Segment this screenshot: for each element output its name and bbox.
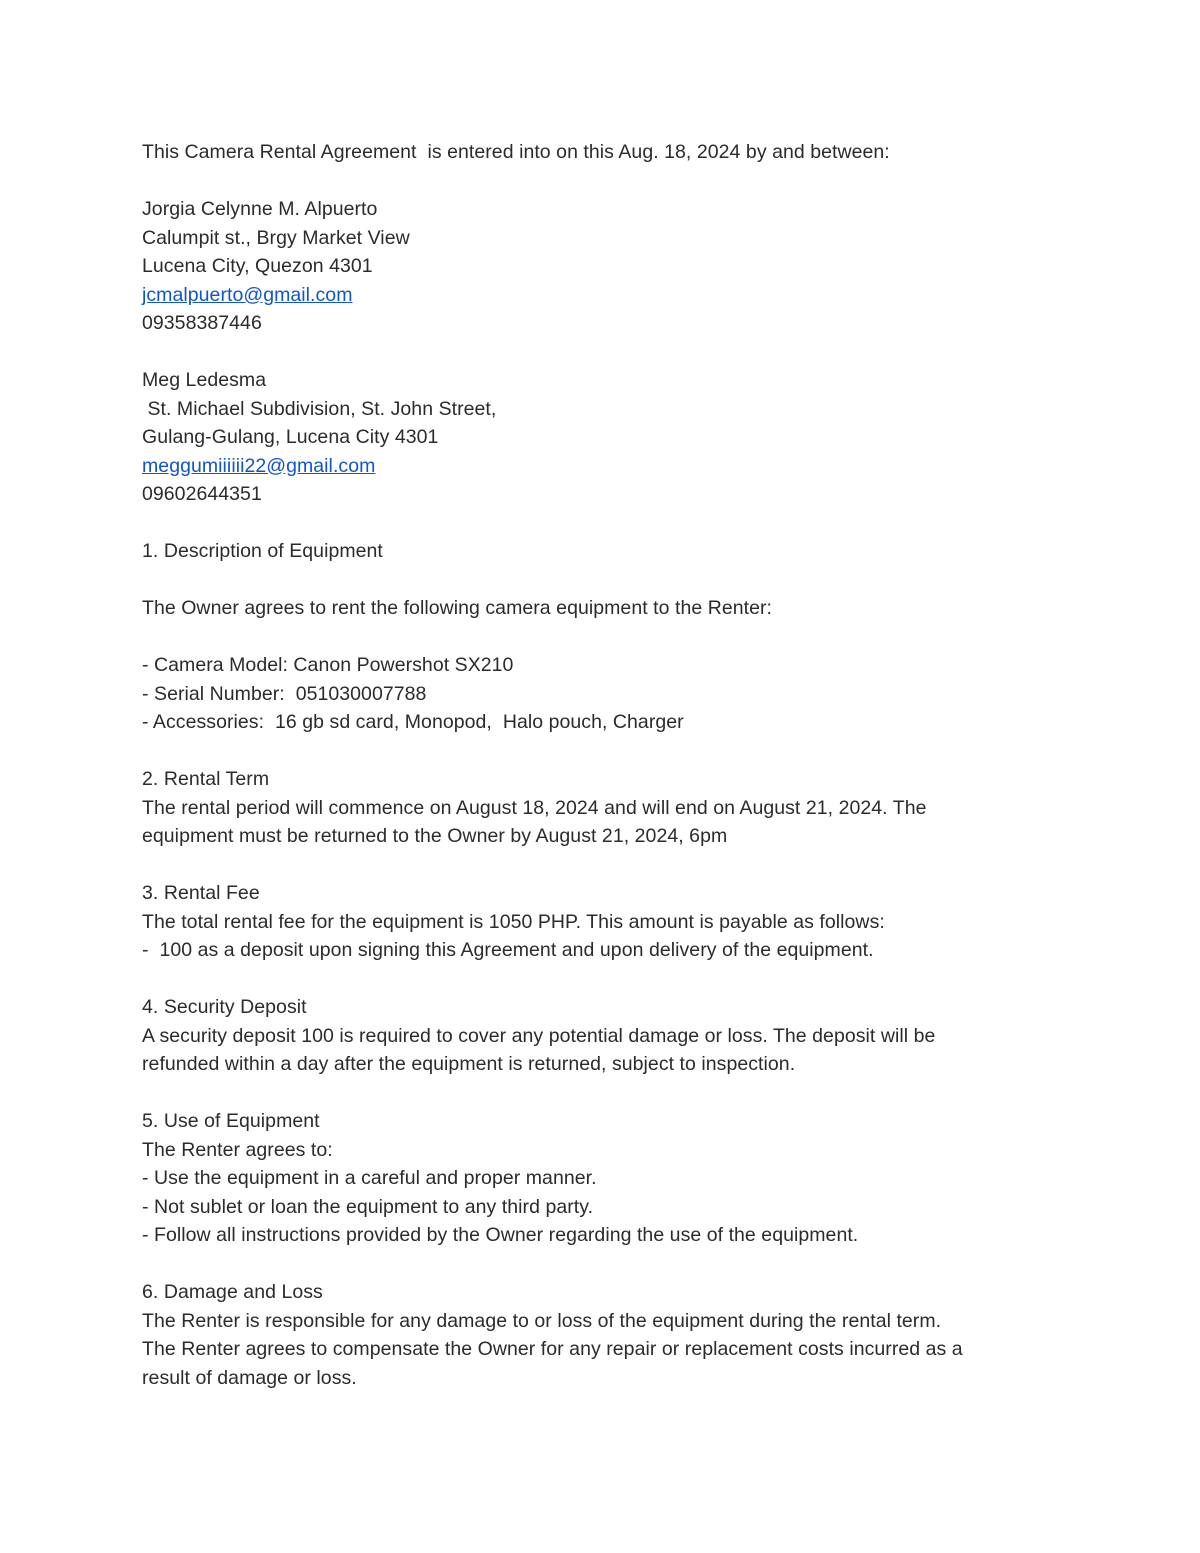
renter-address-line1: St. Michael Subdivision, St. John Street, — [142, 397, 497, 420]
section-heading: 1. Description of Equipment — [142, 540, 383, 562]
spacer — [142, 737, 1062, 766]
section-heading: 5. Use of Equipment — [142, 1110, 320, 1132]
spacer — [142, 167, 1062, 196]
equipment-item: - Camera Model: Canon Powershot SX210 — [142, 654, 514, 676]
section-damage-and-loss — [142, 1278, 1062, 1392]
spacer — [142, 1079, 1062, 1108]
renter-address-line2: Gulang-Gulang, Lucena City 4301 — [142, 426, 439, 448]
intro-paragraph: This Camera Rental Agreement is entered into on this Aug. 18, 2024 by and between: — [142, 141, 890, 163]
section-line: The Renter agrees to: — [142, 1138, 333, 1161]
section-heading: 4. Security Deposit — [142, 996, 307, 1018]
equipment-item: - Accessories: 16 gb sd card, Monopod, Halo pouch, Charger — [142, 711, 684, 733]
section-line: The Renter is responsible for any damage to or loss of the equipment during the rental term. — [142, 1309, 942, 1332]
section-rental-term — [142, 765, 1062, 851]
renter-email-link[interactable]: meggumiiiiii22@gmail.com — [142, 454, 376, 477]
spacer — [142, 566, 1062, 595]
spacer — [142, 623, 1062, 652]
section-heading: 2. Rental Term — [142, 768, 270, 790]
spacer — [142, 965, 1062, 994]
section-text: The Owner agrees to rent the following camera equipment to the Renter: — [142, 597, 773, 619]
spacer — [142, 1250, 1062, 1279]
section-line: result of damage or loss. — [142, 1366, 357, 1389]
owner-block — [142, 195, 1062, 338]
owner-address-line2: Lucena City, Quezon 4301 — [142, 255, 373, 277]
equipment-item: - Serial Number: 051030007788 — [142, 682, 427, 705]
section-description-of-equipment — [142, 537, 1062, 737]
spacer — [142, 338, 1062, 367]
owner-phone: 09358387446 — [142, 312, 262, 334]
section-line: A security deposit 100 is required to cover any potential damage or loss. The deposit will be — [142, 1024, 936, 1047]
spacer — [142, 509, 1062, 538]
section-line: - 100 as a deposit upon signing this Agreement and upon delivery of the equipment. — [142, 939, 874, 961]
renter-phone: 09602644351 — [142, 483, 262, 505]
renter-block — [142, 366, 1062, 509]
section-line: The total rental fee for the equipment is 1050 PHP. This amount is payable as follows: — [142, 910, 885, 933]
section-line: - Not sublet or loan the equipment to any third party. — [142, 1195, 594, 1218]
owner-address-line1: Calumpit st., Brgy Market View — [142, 226, 410, 249]
owner-email-link[interactable]: jcmalpuerto@gmail.com — [142, 283, 353, 306]
section-line: refunded within a day after the equipment is returned, subject to inspection. — [142, 1053, 796, 1075]
section-line: The rental period will commence on August 18, 2024 and will end on August 21, 2024. The — [142, 796, 927, 819]
spacer — [142, 851, 1062, 880]
owner-name: Jorgia Celynne M. Alpuerto — [142, 198, 378, 220]
section-line: The Renter agrees to compensate the Owner for any repair or replacement costs incurred as a — [142, 1338, 963, 1360]
section-line: - Follow all instructions provided by the Owner regarding the use of the equipment. — [142, 1224, 859, 1246]
section-heading: 6. Damage and Loss — [142, 1281, 323, 1303]
section-heading: 3. Rental Fee — [142, 882, 260, 904]
renter-name: Meg Ledesma — [142, 369, 267, 391]
section-line: equipment must be returned to the Owner by August 21, 2024, 6pm — [142, 825, 728, 847]
agreement-document — [142, 138, 1062, 1392]
section-security-deposit — [142, 993, 1062, 1079]
section-rental-fee — [142, 879, 1062, 965]
section-line: - Use the equipment in a careful and proper manner. — [142, 1167, 597, 1189]
section-use-of-equipment — [142, 1107, 1062, 1250]
